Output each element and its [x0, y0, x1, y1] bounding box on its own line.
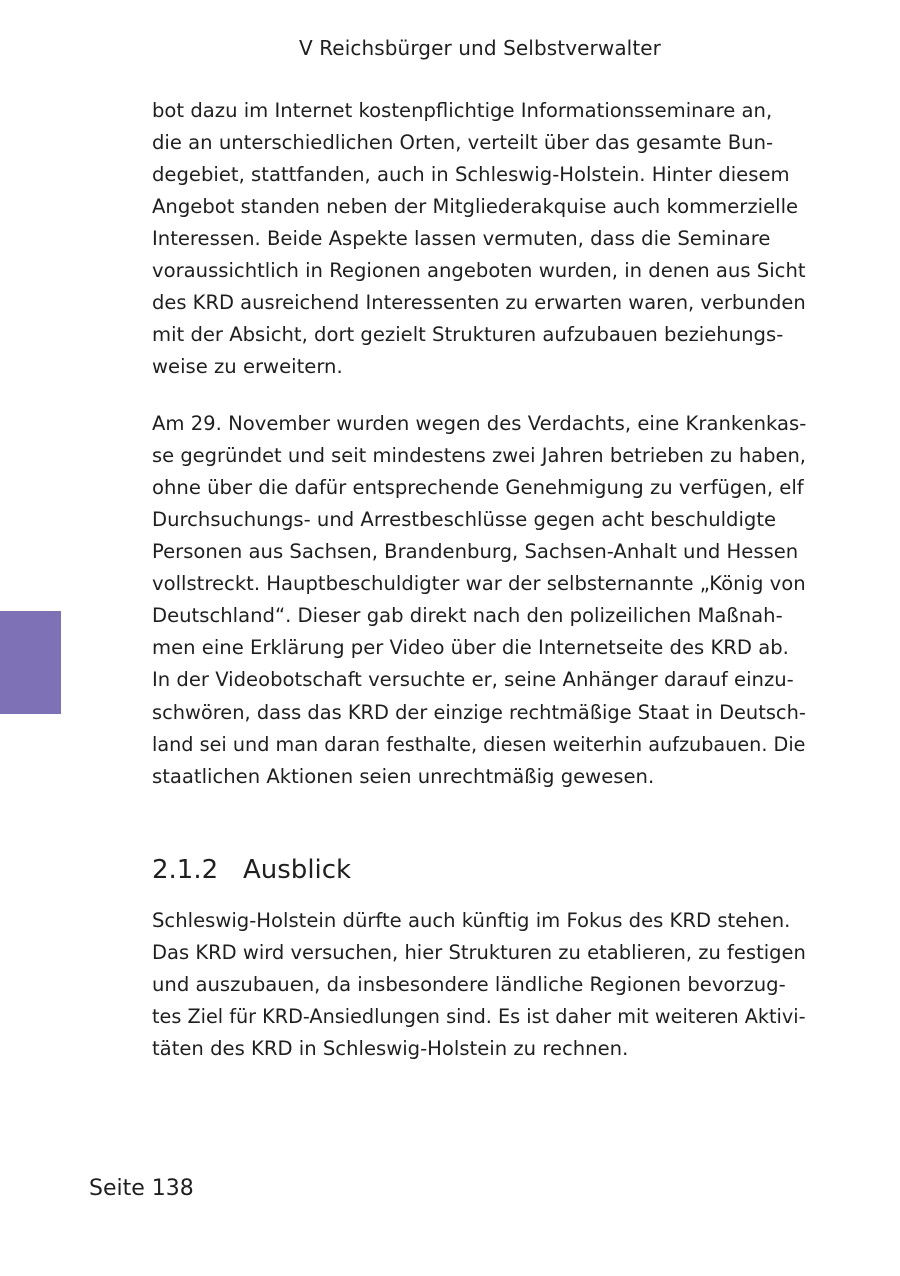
text-line: schwören, dass das KRD der einzige rechtmäßige Staat in Deutsch-: [152, 701, 806, 724]
text-line: tes Ziel für KRD-Ansiedlungen sind. Es ist daher mit weiteren Aktivi-: [152, 1005, 806, 1028]
text-line: bot dazu im Internet kostenpflichtige Informationsseminare an,: [152, 99, 773, 122]
text-line: se gegründet und seit mindestens zwei Jahren betrieben zu haben,: [152, 444, 807, 467]
text-line: staatlichen Aktionen seien unrechtmäßig gewesen.: [152, 765, 655, 788]
section-number: 2.1.2: [152, 855, 219, 885]
text-line: vollstreckt. Hauptbeschuldigter war der selbsternannte „König von: [152, 572, 806, 595]
section-heading: [152, 852, 351, 888]
running-header: V Reichsbürger und Selbstverwalter: [298, 36, 662, 60]
text-line: des KRD ausreichend Interessenten zu erwarten waren, verbunden: [152, 291, 806, 314]
text-line: Interessen. Beide Aspekte lassen vermuten, dass die Seminare: [152, 227, 771, 250]
text-line: voraussichtlich in Regionen angeboten wurden, in denen aus Sicht: [152, 259, 806, 282]
text-line: Schleswig-Holstein dürfte auch künftig im Fokus des KRD stehen.: [152, 909, 791, 932]
text-line: men eine Erklärung per Video über die Internetseite des KRD ab.: [152, 636, 789, 659]
text-line: und auszubauen, da insbesondere ländliche Regionen bevorzug-: [152, 973, 786, 996]
chapter-marker-tab: [0, 611, 61, 714]
text-line: Angebot standen neben der Mitgliederakquise auch kommerzielle: [152, 195, 799, 218]
text-line: degebiet, stattfanden, auch in Schleswig-Holstein. Hinter diesem: [152, 163, 790, 186]
text-line: die an unterschiedlichen Orten, verteilt über das gesamte Bun-: [152, 131, 774, 154]
section-title: Ausblick: [243, 855, 352, 885]
text-line: Am 29. November wurden wegen des Verdachts, eine Krankenkas-: [152, 412, 807, 435]
text-line: Deutschland“. Dieser gab direkt nach den polizeilichen Maßnah-: [152, 604, 783, 627]
text-line: mit der Absicht, dort gezielt Strukturen aufzubauen beziehungs-: [152, 323, 784, 346]
text-line: land sei und man daran festhalte, diesen weiterhin aufzubauen. Die: [152, 733, 806, 756]
text-line: Das KRD wird versuchen, hier Strukturen zu etablieren, zu festigen: [152, 941, 806, 964]
text-line: weise zu erweitern.: [152, 355, 343, 378]
page-number: Seite 138: [89, 1176, 194, 1201]
text-line: Personen aus Sachsen, Brandenburg, Sachsen-Anhalt und Hessen: [152, 540, 799, 563]
text-line: In der Videobotschaft versuchte er, seine Anhänger darauf einzu-: [152, 668, 794, 691]
text-line: Durchsuchungs- und Arrestbeschlüsse gegen acht beschuldigte: [152, 508, 777, 531]
text-line: täten des KRD in Schleswig-Holstein zu rechnen.: [152, 1037, 629, 1060]
text-line: ohne über die dafür entsprechende Genehmigung zu verfügen, elf: [152, 476, 804, 499]
